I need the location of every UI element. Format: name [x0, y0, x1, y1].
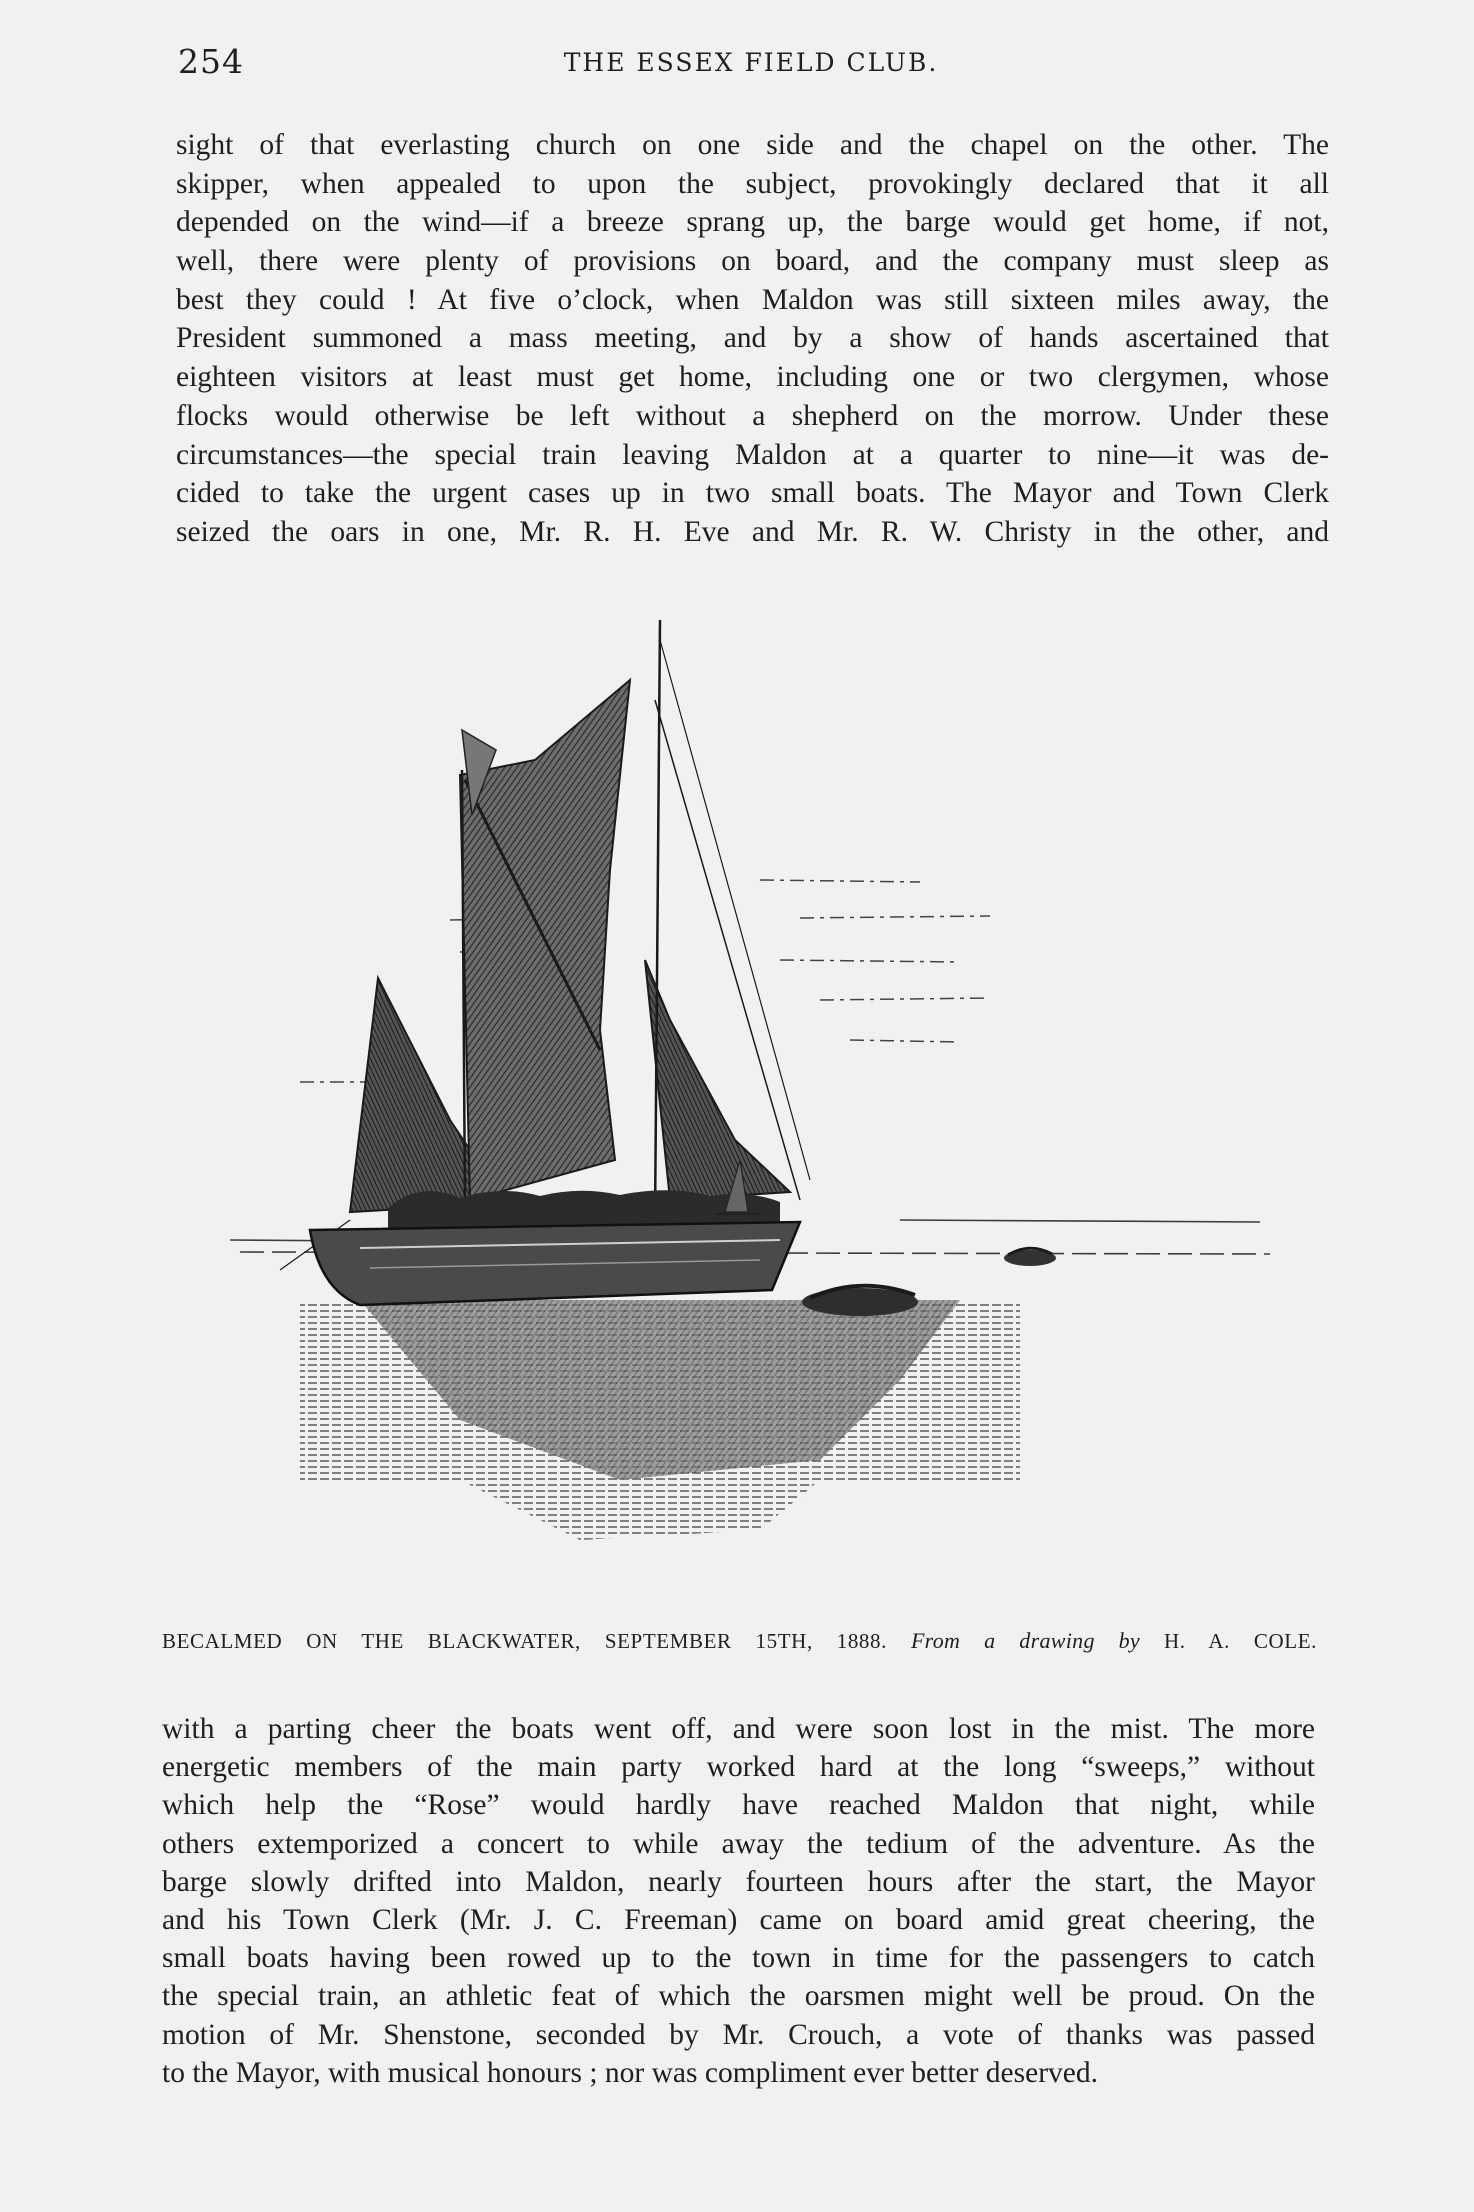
- text-line: barge slowly drifted into Maldon, nearly fourteen hours after the start, the Mayor: [162, 1865, 1315, 1898]
- text-line: and his Town Clerk (Mr. J. C. Freeman) came on board amid great cheering, the: [162, 1903, 1315, 1936]
- caption-credit: From a drawing by: [910, 1628, 1140, 1653]
- text-line: well, there were plenty of provisions on board, and the company must sleep as: [176, 245, 1329, 278]
- text-line: the special train, an athletic feat of which the oarsmen might well be proud. On the: [162, 1980, 1315, 2013]
- text-line: which help the “Rose” would hardly have reached Maldon that night, while: [162, 1789, 1315, 1822]
- mizzen-sail: [645, 960, 790, 1200]
- text-line: seized the oars in one, Mr. R. H. Eve and Mr. R. W. Christy in the other, and: [176, 515, 1329, 548]
- caption-title: BECALMED ON THE BLACKWATER, SEPTEMBER 15TH, 1888.: [162, 1629, 887, 1653]
- text-line: with a parting cheer the boats went off, and were soon lost in the mist. The more: [162, 1713, 1315, 1745]
- text-line: others extemporized a concert to while away the tedium of the adventure. As the: [162, 1827, 1315, 1860]
- text-line: sight of that everlasting church on one side and the chapel on the other. The: [176, 129, 1329, 161]
- text-line: cided to take the urgent cases up in two small boats. The Mayor and Town Clerk: [176, 477, 1329, 510]
- text-line: President summoned a mass meeting, and by a show of hands ascertained that: [176, 322, 1329, 355]
- text-line: skipper, when appealed to upon the subject, provokingly declared that it all: [176, 167, 1329, 200]
- paragraph-top: [176, 126, 1329, 552]
- caption-artist: H. A. COLE.: [1163, 1629, 1317, 1653]
- paragraph-bottom: [162, 1710, 1315, 2092]
- text-line: depended on the wind—if a breeze sprang up, the barge would get home, if not,: [176, 206, 1329, 239]
- reflection: [300, 1300, 1020, 1540]
- text-line: circumstances—the special train leaving Maldon at a quarter to nine—it was de-: [176, 438, 1329, 471]
- text-line: motion of Mr. Shenstone, seconded by Mr. Crouch, a vote of thanks was passed: [162, 2018, 1315, 2051]
- page-number: 254: [178, 42, 244, 81]
- barge-illustration: [200, 600, 1300, 1580]
- text-line: to the Mayor, with musical honours ; nor was compliment ever better deserved.: [162, 2056, 1099, 2089]
- text-line: eighteen visitors at least must get home, including one or two clergymen, whose: [176, 361, 1329, 394]
- text-line: energetic members of the main party worked hard at the long “sweeps,” without: [162, 1751, 1315, 1784]
- running-title: THE ESSEX FIELD CLUB.: [563, 48, 939, 77]
- text-line: flocks would otherwise be left without a shepherd on the morrow. Under these: [176, 399, 1329, 432]
- text-line: small boats having been rowed up to the town in time for the passengers to catch: [162, 1942, 1315, 1975]
- text-line: best they could ! At five o’clock, when Maldon was still sixteen miles away, the: [176, 283, 1329, 316]
- figure-caption: [162, 1628, 1317, 1654]
